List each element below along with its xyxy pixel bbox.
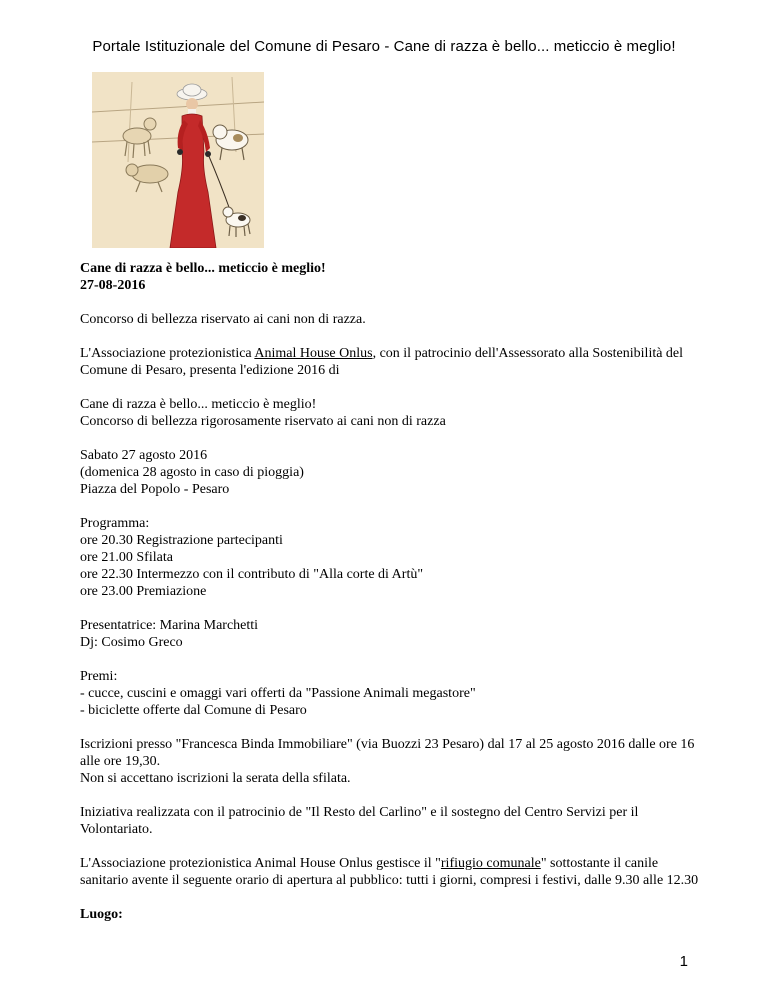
page-header: Portale Istituzionale del Comune di Pesaro - Cane di razza è bello... meticcio è meglio!	[92, 38, 676, 55]
iniziativa-line: Iniziativa realizzata con il patrocinio de "Il Resto del Carlino" e il sostegno del Centro Servizi per il	[80, 805, 639, 820]
programma-item: ore 22.30 Intermezzo con il contributo di "Alla corte di Artù"	[80, 567, 424, 582]
association-text-before: L'Associazione protezionistica	[80, 346, 255, 361]
iscrizioni-line: Iscrizioni presso "Francesca Binda Immobiliare" (via Buozzi 23 Pesaro) dal 17 al 25 agosto 2016 dalle ore 16	[80, 737, 695, 752]
intro-paragraph: Concorso di bellezza riservato ai cani non di razza.	[80, 312, 366, 327]
association-line-2: Comune di Pesaro, presenta l'edizione 2016 di	[80, 363, 340, 378]
event-title-line-2: Concorso di bellezza rigorosamente riservato ai cani non di razza	[80, 414, 446, 429]
rifugio-line-2: sanitario avente il seguente orario di apertura al pubblico: tutti i giorni, compresi i festivi, dalle 9.30 alle 12.30	[80, 873, 699, 888]
rifugio-paragraph	[80, 855, 720, 889]
article-date: 27-08-2016	[80, 278, 146, 293]
premi-paragraph	[80, 668, 720, 719]
event-title-line-1: Cane di razza è bello... meticcio è meglio!	[80, 397, 317, 412]
event-location: Piazza del Popolo - Pesaro	[80, 482, 230, 497]
iniziativa-paragraph	[80, 804, 720, 838]
article-content	[80, 260, 720, 940]
association-line-1	[80, 345, 720, 362]
article-title: Cane di razza è bello... meticcio è meglio!	[80, 261, 326, 276]
programma-paragraph	[80, 515, 720, 600]
iniziativa-line: Volontariato.	[80, 822, 153, 837]
date-location-paragraph	[80, 447, 720, 498]
programma-item: ore 20.30 Registrazione partecipanti	[80, 533, 283, 548]
rifugio-text-before: L'Associazione protezionistica Animal House Onlus gestisce il "	[80, 856, 441, 871]
presenter: Presentatrice: Marina Marchetti	[80, 618, 259, 633]
association-text-after: , con il patrocinio dell'Assessorato alla Sostenibilità del	[372, 346, 684, 361]
programma-item: ore 21.00 Sfilata	[80, 550, 173, 565]
article-heading	[80, 260, 720, 294]
event-date: Sabato 27 agosto 2016	[80, 448, 208, 463]
rifugio-line-1	[80, 855, 720, 872]
iscrizioni-paragraph	[80, 736, 720, 787]
programma-item: ore 23.00 Premiazione	[80, 584, 207, 599]
programma-label: Programma:	[80, 516, 150, 531]
premi-item: - cucce, cuscini e omaggi vari offerti da "Passione Animali megastore"	[80, 686, 476, 701]
luogo-label: Luogo:	[80, 907, 123, 922]
premi-label: Premi:	[80, 669, 118, 684]
rifugio-comunale-link[interactable]: rifiugio comunale	[440, 856, 541, 871]
page-number: 1	[679, 953, 688, 970]
association-paragraph	[80, 345, 720, 379]
premi-item: - biciclette offerte dal Comune di Pesaro	[80, 703, 307, 718]
iscrizioni-line: alle ore 19,30.	[80, 754, 161, 769]
iscrizioni-line: Non si accettano iscrizioni la serata della sfilata.	[80, 771, 351, 786]
vintage-lady-with-dogs-illustration	[92, 72, 264, 248]
event-title-paragraph	[80, 396, 720, 430]
dj: Dj: Cosimo Greco	[80, 635, 183, 650]
rifugio-text-after: " sottostante il canile	[540, 856, 659, 871]
rain-date: (domenica 28 agosto in caso di pioggia)	[80, 465, 304, 480]
animal-house-link[interactable]: Animal House Onlus	[254, 346, 373, 361]
staff-paragraph	[80, 617, 720, 651]
